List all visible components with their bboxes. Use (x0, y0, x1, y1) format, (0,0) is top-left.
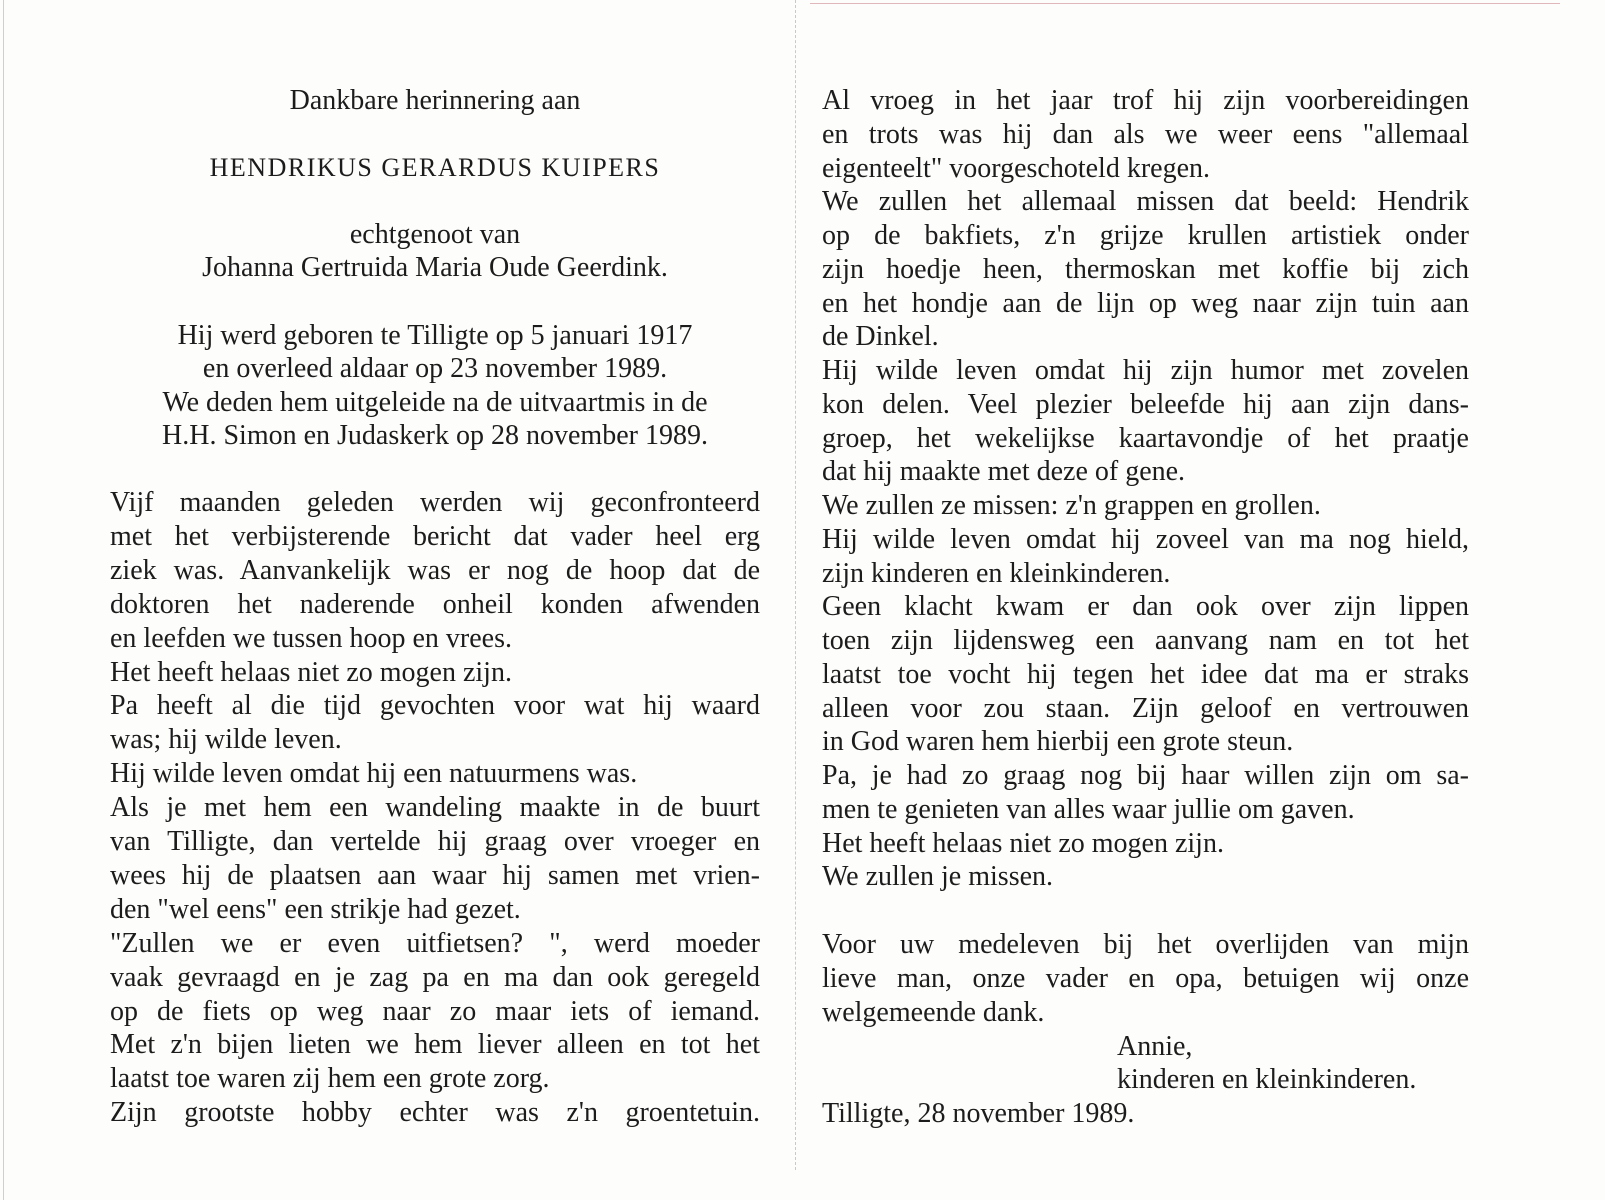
text-line: op de fiets op weg naar zo maar iets of iemand. (110, 995, 760, 1027)
signature-name: Annie, (1117, 1031, 1193, 1062)
text-line: men te genieten van alles waar jullie om gaven. (822, 793, 1355, 825)
header-line: echtgenoot van (349, 219, 521, 250)
text-line: dat hij maakte met deze of gene. (822, 456, 1186, 488)
text-line: laatst toe waren zij hem een grote zorg. (110, 1063, 550, 1095)
text-line: en leefden we tussen hoop en vrees. (110, 622, 512, 654)
text-line: groep, het wekelijkse kaartavondje of het praatje (822, 422, 1469, 454)
text-line: vaak gevraagd en je zag pa en ma dan ook geregeld (110, 961, 760, 993)
header-line: Johanna Gertruida Maria Oude Geerdink. (202, 252, 668, 283)
text-line: ziek was. Aanvankelijk was er nog de hoop dat de (110, 554, 760, 586)
text-line: den "wel eens" een strikje had gezet. (110, 893, 521, 925)
deceased-name: HENDRIKUS GERARDUS KUIPERS (209, 153, 661, 182)
text-line: Het heeft helaas niet zo mogen zijn. (822, 827, 1224, 859)
intro-line: We deden hem uitgeleide na de uitvaartmis in de (162, 387, 708, 418)
text-line: Zijn grootste hobby echter was z'n groentetuin. (110, 1097, 760, 1129)
text-line: alleen voor zou staan. Zijn geloof en vertrouwen (822, 692, 1469, 724)
text-line: Als je met hem een wandeling maakte in de buurt (110, 792, 760, 824)
text-line: Vijf maanden geleden werden wij geconfronteerd (110, 487, 760, 518)
text-line: doktoren het naderende onheil konden afwenden (110, 588, 760, 620)
fold-line (795, 0, 796, 1170)
text-line: op de bakfiets, z'n grijze krullen artistiek onder (822, 220, 1469, 251)
thanks-line: Voor uw medeleven bij het overlijden van mijn (822, 929, 1469, 960)
text-line: Het heeft helaas niet zo mogen zijn. (110, 656, 512, 688)
text-line: Hij wilde leven omdat hij zoveel van ma nog hield, (822, 523, 1469, 555)
text-line: van Tilligte, dan vertelde hij graag over vroeger en (110, 826, 760, 857)
text-line: We zullen ze missen: z'n grappen en grollen. (822, 490, 1321, 521)
intro-line: H.H. Simon en Judaskerk op 28 november 1989. (162, 420, 708, 451)
text-line: wees hij de plaatsen aan waar hij samen met vrien- (110, 859, 760, 891)
text-line: de Dinkel. (822, 321, 939, 353)
text-line: "Zullen we er even uitfietsen? ", werd moeder (110, 927, 760, 959)
text-line: en trots was hij dan als we weer eens "allemaal (822, 118, 1469, 150)
text-line: Pa, je had zo graag nog bij haar willen zijn om sa- (822, 760, 1469, 791)
text-line: eigenteelt" voorgeschoteld kregen. (822, 152, 1210, 184)
signature-family: kinderen en kleinkinderen. (1117, 1064, 1417, 1095)
header-line: Dankbare herinnering aan (289, 85, 581, 116)
text-line: We zullen je missen. (822, 861, 1054, 893)
text-line: laatst toe vocht hij tegen het idee dat ma er straks (822, 658, 1469, 690)
thanks-line: lieve man, onze vader en opa, betuigen wij onze (822, 963, 1469, 994)
text-line: Hij wilde leven omdat hij een natuurmens was. (110, 758, 638, 790)
text-line: kon delen. Veel plezier beleefde hij aan zijn dans- (822, 388, 1469, 420)
text-line: toen zijn lijdensweg een aanvang nam en tot het (822, 625, 1469, 656)
text-line: We zullen het allemaal missen dat beeld: Hendrik (822, 186, 1469, 218)
text-line: met het verbijsterende bericht dat vader heel erg (110, 520, 760, 552)
card-edge-left (3, 0, 4, 1200)
intro-line: Hij werd geboren te Tilligte op 5 januari 1917 (177, 320, 693, 351)
text-line: Al vroeg in het jaar trof hij zijn voorbereidingen (822, 85, 1469, 116)
text-line: Geen klacht kwam er dan ook over zijn lippen (822, 591, 1469, 623)
text-line: Pa heeft al die tijd gevochten voor wat hij waard (110, 690, 760, 722)
thanks-line: welgemeende dank. (822, 997, 1045, 1028)
card-edge-top (810, 3, 1560, 4)
text-line: in God waren hem hierbij een grote steun. (822, 726, 1294, 758)
intro-line: en overleed aldaar op 23 november 1989. (202, 353, 668, 384)
text-line: was; hij wilde leven. (110, 724, 342, 756)
text-line: en het hondje aan de lijn op weg naar zijn tuin aan (822, 287, 1469, 319)
text-line: Met z'n bijen lieten we hem liever alleen en tot het (110, 1029, 760, 1061)
text-line: zijn hoedje heen, thermoskan met koffie bij zich (822, 253, 1469, 285)
text-line: Hij wilde leven omdat hij zijn humor met zovelen (822, 355, 1469, 386)
place-date: Tilligte, 28 november 1989. (822, 1098, 1135, 1129)
text-line: zijn kinderen en kleinkinderen. (822, 557, 1171, 589)
